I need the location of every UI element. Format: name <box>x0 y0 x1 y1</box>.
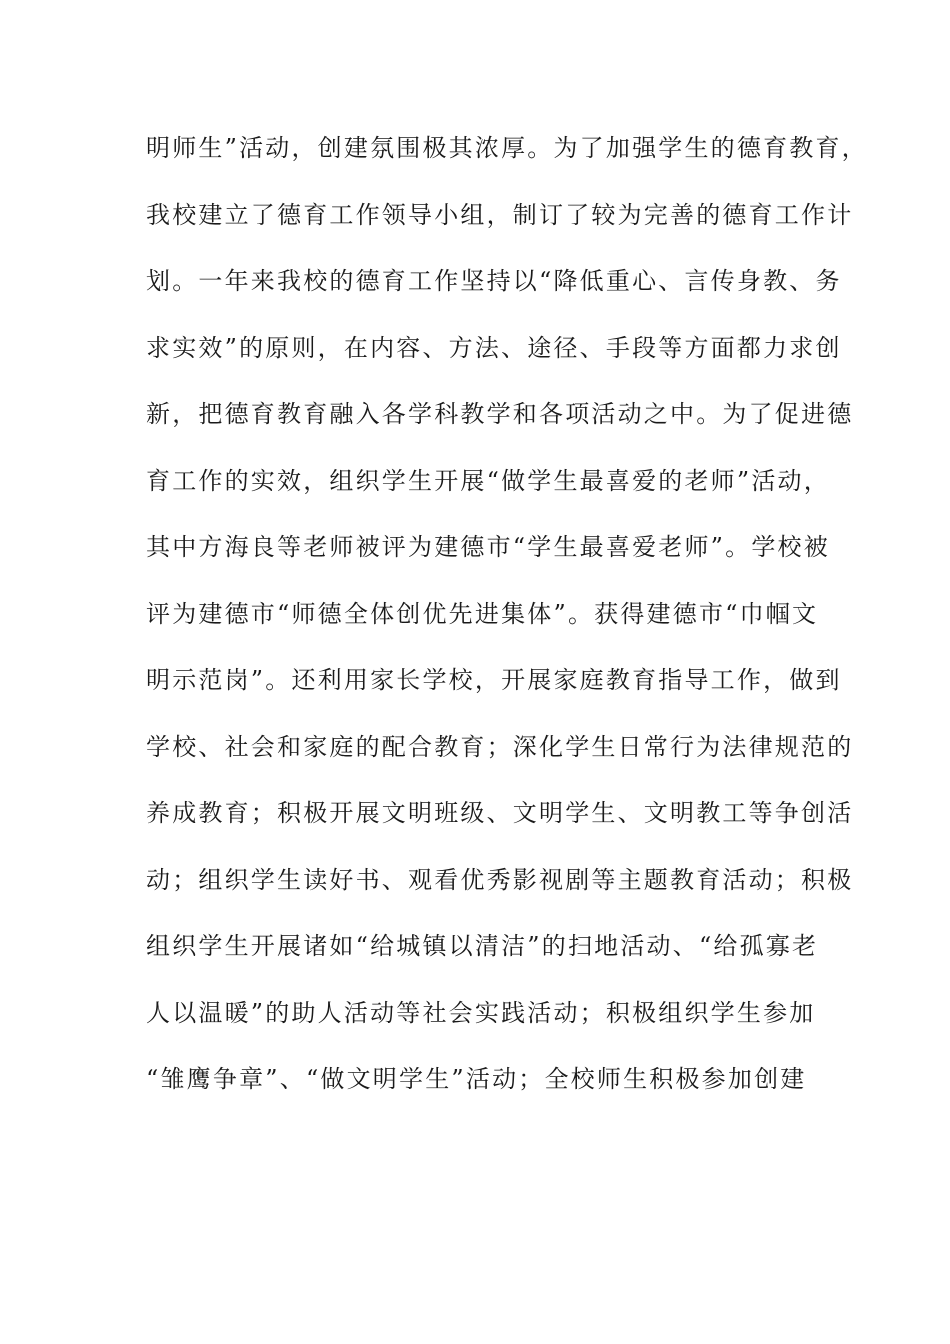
text-line-15: “雏鹰争章”、“做文明学生”活动；全校师生积极参加创建 <box>146 1065 807 1093</box>
text-line-9: 明示范岗”。还利用家长学校，开展家庭教育指导工作，做到 <box>146 666 842 694</box>
text-line-8: 评为建德市“师德全体创优先进集体”。获得建德市“巾帼文 <box>146 599 819 628</box>
text-line-14: 人以温暖”的助人活动等社会实践活动；积极组织学生参加 <box>146 998 816 1027</box>
text-line-5: 新，把德育教育融入各学科教学和各项活动之中。为了促进德 <box>146 400 854 428</box>
text-line-7: 其中方海良等老师被评为建德市“学生最喜爱老师”。学校被 <box>146 533 830 561</box>
text-line-12: 动；组织学生读好书、观看优秀影视剧等主题教育活动；积极 <box>146 865 854 894</box>
text-line-6: 育工作的实效，组织学生开展“做学生最喜爱的老师”活动， <box>146 466 830 495</box>
text-line-3: 划。一年来我校的德育工作坚持以“降低重心、言传身教、务 <box>146 267 842 295</box>
text-line-4: 求实效”的原则，在内容、方法、途径、手段等方面都力求创 <box>146 333 842 362</box>
body-text <box>146 128 868 1126</box>
text-line-1: 明师生”活动，创建氛围极其浓厚。为了加强学生的德育教育， <box>146 134 868 162</box>
text-line-10: 学校、社会和家庭的配合教育；深化学生日常行为法律规范的 <box>146 732 854 761</box>
text-line-2: 我校建立了德育工作领导小组，制订了较为完善的德育工作计 <box>146 200 854 229</box>
text-line-11: 养成教育；积极开展文明班级、文明学生、文明教工等争创活 <box>146 799 854 827</box>
text-line-13: 组织学生开展诸如“给城镇以清洁”的扫地活动、“给孤寡老 <box>146 932 819 960</box>
